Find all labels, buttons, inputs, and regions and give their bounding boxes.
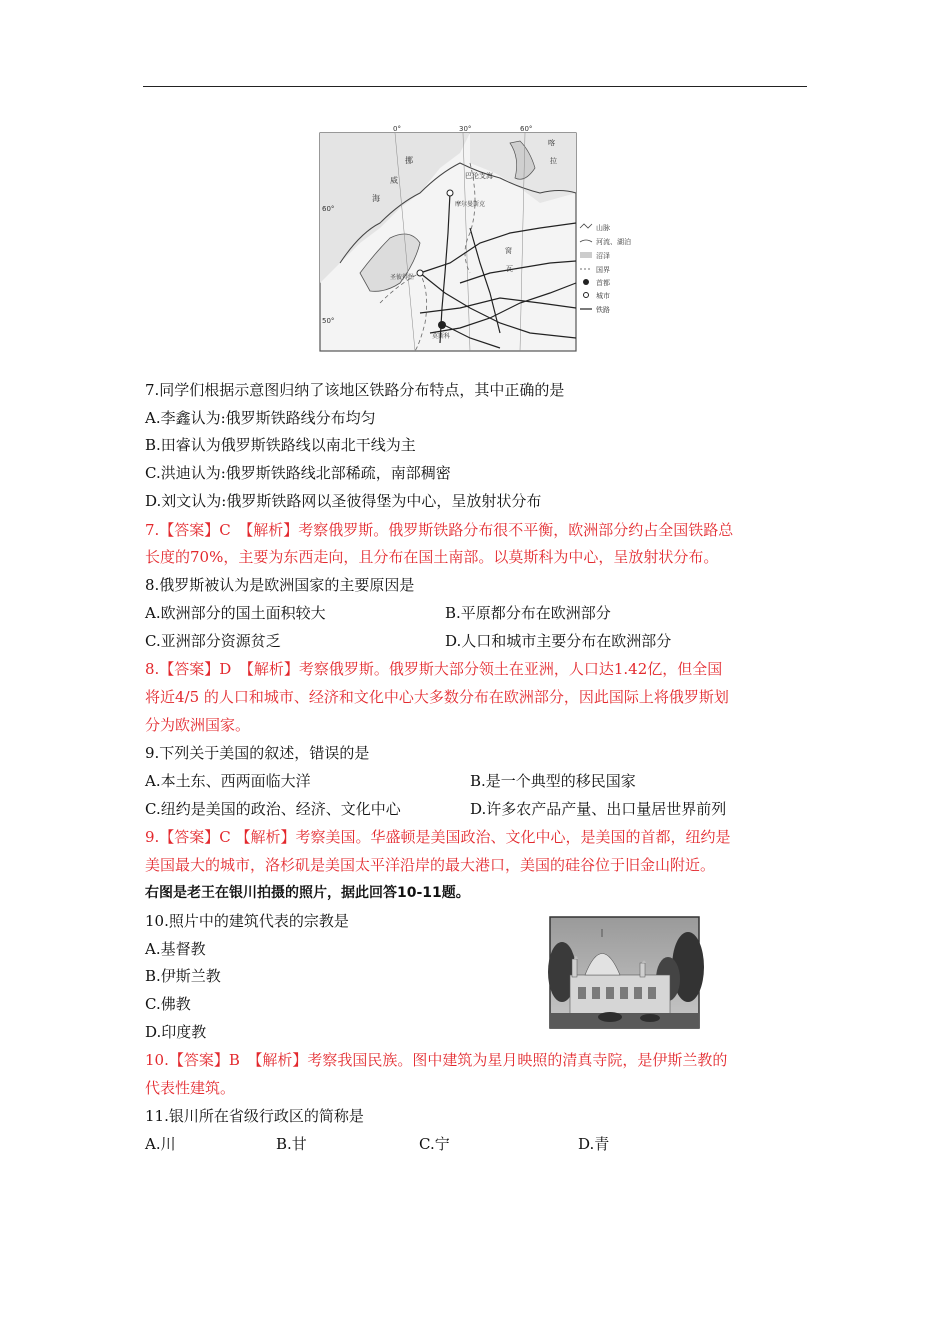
city-label: 摩尔曼斯克 — [455, 201, 486, 208]
q11-option-d: D.青 — [578, 1135, 610, 1153]
q8-option-b: B.平原都分布在欧洲部分 — [445, 604, 611, 622]
legend-railway: 铁路 — [596, 306, 610, 314]
place-label: 窝 — [505, 247, 512, 255]
section-intro: 右图是老王在银川拍摄的照片，据此回答10-11题。 — [145, 885, 470, 901]
q10-option-b: B.伊斯兰教 — [145, 967, 221, 985]
q10-option-d: D.印度教 — [145, 1023, 207, 1041]
q7-option-b: B.田睿认为俄罗斯铁路线以南北干线为主 — [145, 436, 416, 454]
city-label: 圣彼得堡 — [390, 274, 415, 281]
q10-answer-line2: 代表性建筑。 — [145, 1079, 236, 1097]
q10-answer-line1: 10.【答案】B 【解析】考察我国民族。图中建筑为星月映照的清真寺院，是伊斯兰教的 — [145, 1051, 728, 1069]
q8-option-c: C.亚洲部分资源贫乏 — [145, 632, 281, 650]
q8-answer-line1: 8.【答案】D 【解析】考察俄罗斯。俄罗斯大部分领土在亚洲，人口达1.42亿，但全国 — [145, 660, 723, 678]
q7-stem: 7.同学们根据示意图归纳了该地区铁路分布特点，其中正确的是 — [145, 381, 565, 399]
q8-answer-line2: 将近4/5 的人口和城市、经济和文化中心大多数分布在欧洲部分，因此国际上将俄罗斯划 — [145, 688, 729, 706]
place-label: 喀 — [548, 139, 555, 147]
lat-label: 50° — [322, 317, 335, 325]
q9-option-c: C.纽约是美国的政治、经济、文化中心 — [145, 800, 401, 818]
legend-mountain: 山脉 — [596, 224, 610, 232]
q10-stem: 10.照片中的建筑代表的宗教是 — [145, 912, 349, 930]
russia-railway-map — [320, 125, 576, 351]
legend-city: 城市 — [596, 292, 610, 300]
q8-stem: 8.俄罗斯被认为是欧洲国家的主要原因是 — [145, 576, 415, 594]
legend-river: 河流、湖泊 — [596, 238, 631, 246]
legend-swamp: 沼泽 — [596, 252, 610, 260]
place-label: 挪 — [405, 156, 413, 165]
q10-option-a: A.基督教 — [145, 940, 206, 958]
lat-label: 60° — [322, 205, 335, 213]
q9-answer-line1: 9.【答案】C 【解析】考察美国。华盛顿是美国政治、文化中心，是美国的首都，纽约是 — [145, 828, 731, 846]
mosque-photo — [550, 917, 699, 1028]
city-label: 莫斯科 — [432, 333, 451, 340]
lon-label: 0° — [393, 125, 401, 133]
place-label: 威 — [390, 176, 398, 185]
q8-option-d: D.人口和城市主要分布在欧洲部分 — [445, 632, 672, 650]
q11-option-a: A.川 — [145, 1135, 176, 1153]
q11-option-b: B.甘 — [276, 1135, 307, 1153]
q9-stem: 9.下列关于美国的叙述，错误的是 — [145, 744, 370, 762]
q9-answer-line2: 美国最大的城市，洛杉矶是美国太平洋沿岸的最大港口，美国的硅谷位于旧金山附近。 — [145, 856, 716, 874]
lon-label: 30° — [459, 125, 472, 133]
header-rule — [143, 86, 807, 87]
q9-option-a: A.本土东、西两面临大洋 — [145, 772, 311, 790]
q9-option-b: B.是一个典型的移民国家 — [470, 772, 636, 790]
q9-option-d: D.许多农产品产量、出口量居世界前列 — [470, 800, 727, 818]
lon-label: 60° — [520, 125, 533, 133]
place-label: 海 — [372, 194, 380, 203]
q7-option-a: A.李鑫认为:俄罗斯铁路线分布均匀 — [145, 409, 376, 427]
q7-option-d: D.刘文认为:俄罗斯铁路网以圣彼得堡为中心，呈放射状分布 — [145, 492, 542, 510]
q11-option-c: C.宁 — [419, 1135, 450, 1153]
place-label: 瓦 — [506, 265, 513, 273]
map-legend — [578, 220, 658, 320]
q8-answer-line3: 分为欧洲国家。 — [145, 716, 251, 734]
q10-option-c: C.佛教 — [145, 995, 191, 1013]
q7-option-c: C.洪迪认为:俄罗斯铁路线北部稀疏，南部稠密 — [145, 464, 451, 482]
q7-answer-line2: 长度的70%，主要为东西走向，且分布在国土南部。以莫斯科为中心，呈放射状分布。 — [145, 548, 719, 566]
legend-capital: 首都 — [596, 279, 610, 287]
legend-border: 国界 — [596, 266, 610, 274]
place-label: 巴伦支海 — [465, 172, 493, 180]
place-label: 拉 — [550, 157, 557, 165]
q7-answer-line1: 7.【答案】C 【解析】考察俄罗斯。俄罗斯铁路分布很不平衡，欧洲部分约占全国铁路总 — [145, 521, 734, 539]
q11-stem: 11.银川所在省级行政区的简称是 — [145, 1107, 364, 1125]
q8-option-a: A.欧洲部分的国土面积较大 — [145, 604, 326, 622]
